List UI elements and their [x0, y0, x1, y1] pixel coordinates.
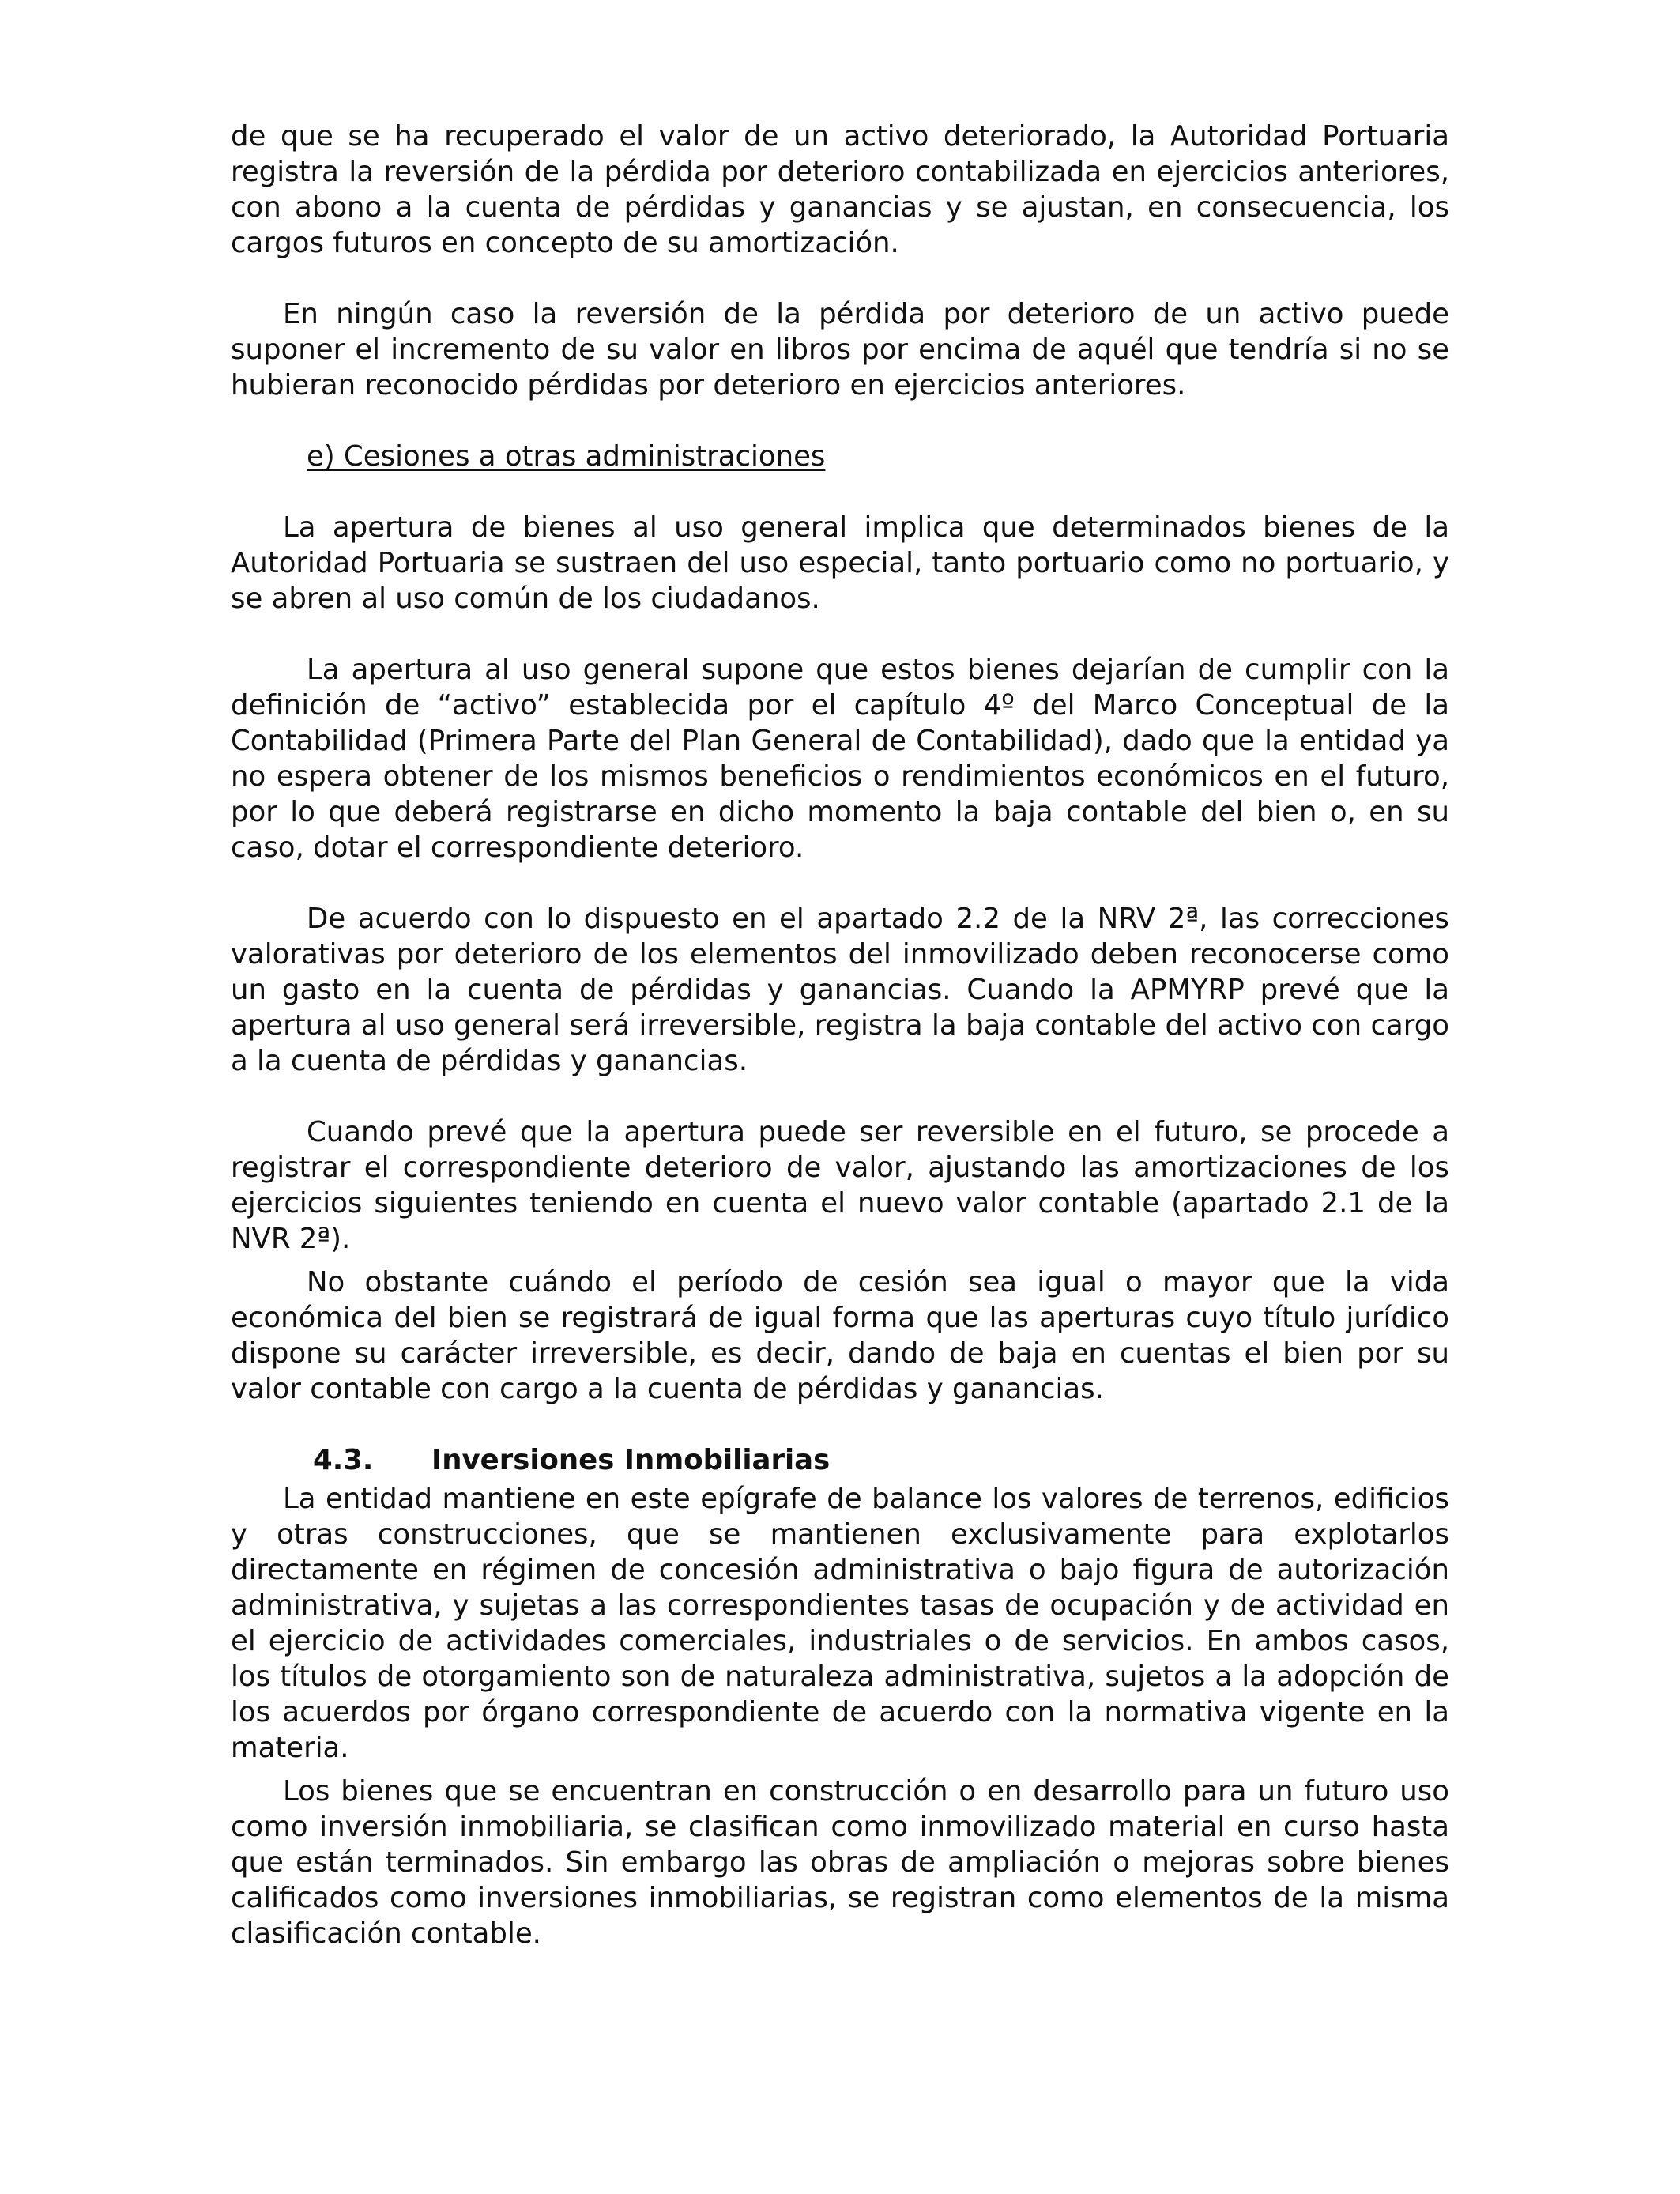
paragraph-reversal-limit: En ningún caso la reversión de la pérdida por deterioro de un activo puede suponer el incremento de su valor en libros por encima de aquél que tendría si no se hubieran reconocido pérdidas por deterioro en ejercicios anteriores. — [231, 298, 1449, 401]
paragraph-impairment-reversal: de que se ha recuperado el valor de un activo deteriorado, la Autoridad Portuaria registra la reversión de la pérdida por deterioro contabilizada en ejercicios anteriores, con abono a la cuenta de pérdidas y ganancias y se ajustan, en consecuencia, los cargos futuros en concepto de su amortización. — [231, 120, 1449, 259]
document-body — [231, 119, 1449, 1987]
paragraph-nrv-valuation: De acuerdo con lo dispuesto en el apartado 2.2 de la NRV 2ª, las correcciones valorativas por deterioro de los elementos del inmovilizado deben reconocerse como un gasto en la cuenta de pérdidas y ganancias. Cuando la APMYRP prevé que la apertura al uso general será irreversible, registra la baja contable del activo con cargo a la cuenta de pérdidas y ganancias. — [231, 903, 1449, 1077]
paragraph-asset-definition: La apertura al uso general supone que estos bienes dejarían de cumplir con la definición de “activo” establecida por el capítulo 4º del Marco Conceptual de la Contabilidad (Primera Parte del Plan General de Contabilidad), dado que la entidad ya no espera obtener de los mismos beneficios o rendimientos económicos en el futuro, por lo que deberá registrarse en dicho momento la baja contable del bien o, en su caso, dotar el correspondiente deterioro. — [231, 654, 1449, 864]
paragraph-general-use-opening: La apertura de bienes al uso general implica que determinados bienes de la Autoridad Portuaria se sustraen del uso especial, tanto portuario como no portuario, y se abren al uso común de los ciudadanos. — [231, 511, 1449, 615]
paragraph-real-estate-investments: La entidad mantiene en este epígrafe de balance los valores de terrenos, edificios y otras construcciones, que se mantienen exclusivamente para explotarlos directamente en régimen de concesión administrativa o bajo figura de autorización administrativa, y sujetas a las correspondientes tasas de ocupación y de actividad en el ejercicio de actividades comerciales, industriales o de servicios. En ambos casos, los títulos de otorgamiento son de naturaleza administrativa, sujetos a la adopción de los acuerdos por órgano correspondiente de acuerdo con la normativa vigente en la materia. — [231, 1483, 1449, 1764]
subheading-cesiones-text: e) Cesiones a otras administraciones — [307, 440, 826, 473]
paragraph-reversible-opening: Cuando prevé que la apertura puede ser reversible en el futuro, se procede a registrar el correspondiente deterioro de valor, ajustando las amortizaciones de los ejercicios siguientes teniendo en cuenta el nuevo valor contable (apartado 2.1 de la NVR 2ª). — [231, 1116, 1449, 1255]
section-heading — [231, 1442, 1449, 1478]
paragraph-construction-in-progress: Los bienes que se encuentran en construcción o en desarrollo para un futuro uso como inversión inmobiliaria, se clasifican como inmovilizado material en curso hasta que están terminados. Sin embargo las obras de ampliación o mejoras sobre bienes calificados como inversiones inmobiliarias, se registran como elementos de la misma clasificación contable. — [231, 1775, 1449, 1950]
subheading-cesiones — [231, 439, 1449, 474]
section-number: 4.3. — [313, 1444, 374, 1476]
section-title: Inversiones Inmobiliarias — [431, 1444, 831, 1476]
paragraph-cession-period: No obstante cuándo el período de cesión sea igual o mayor que la vida económica del bien se registrará de igual forma que las aperturas cuyo título jurídico dispone su carácter irreversible, es decir, dando de baja en cuentas el bien por su valor contable con cargo a la cuenta de pérdidas y ganancias. — [231, 1266, 1449, 1405]
